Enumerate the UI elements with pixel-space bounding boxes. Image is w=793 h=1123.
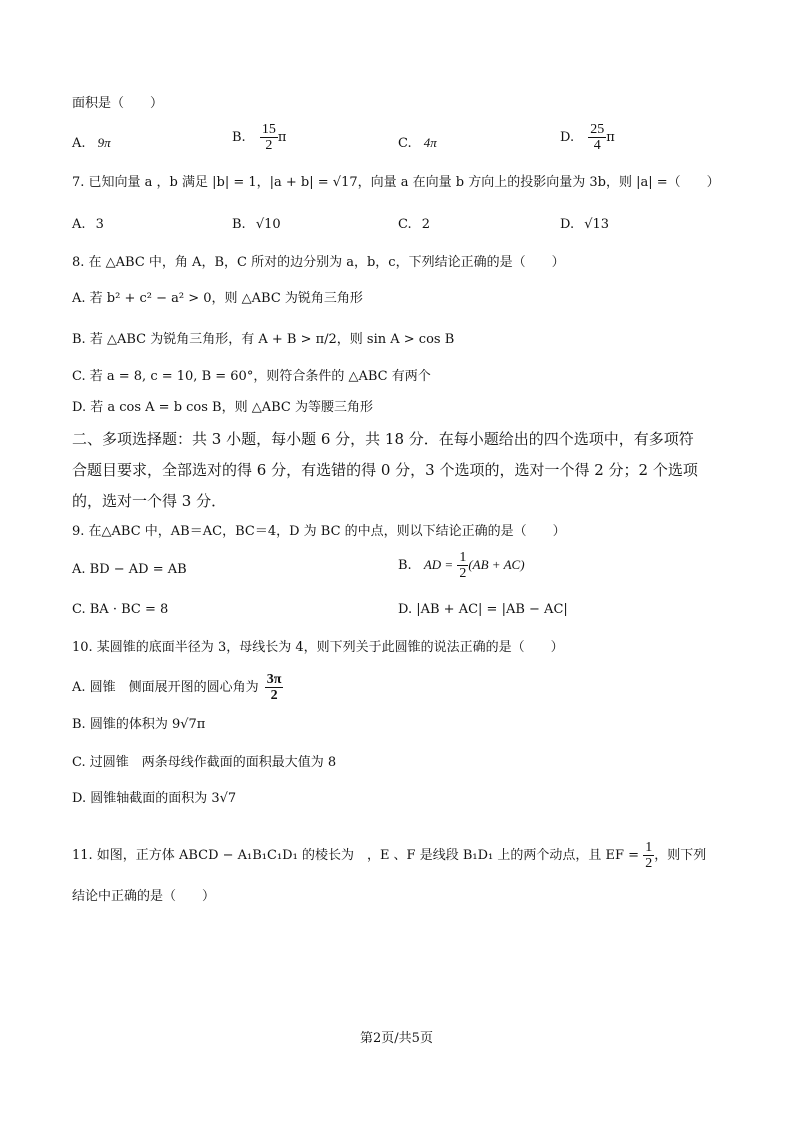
denominator: 2: [645, 856, 653, 871]
option-label: A.: [72, 136, 86, 151]
option-suffix: π: [277, 130, 287, 145]
option-label: D.: [560, 130, 575, 145]
denominator: 2: [270, 688, 278, 703]
section2-line2: 合题目要求，全部选对的得 6 分，有选错的得 0 分，3 个选项的，选对一个得 2 分；2 个选项: [72, 461, 698, 479]
numerator: 1: [459, 550, 467, 565]
q6-option-a[interactable]: [72, 134, 111, 153]
option-value: 9π: [97, 135, 111, 150]
q9-stem: 9. 在△ABC 中，AB＝AC，BC＝4，D 为 BC 的中点，则以下结论正确的是（ ）: [72, 524, 566, 539]
q7-option-d[interactable]: [560, 216, 609, 234]
option-suffix: π: [606, 130, 615, 145]
q11-stem-pre: 11. 如图，正方体 ABCD − A₁B₁C₁D₁ 的棱长为 ，E 、F 是线段 B₁D₁ 上的两个动点，且 EF =: [72, 848, 640, 863]
q11-stem-line2: 结论中正确的是（ ）: [72, 889, 216, 904]
q6-option-d[interactable]: [560, 122, 615, 153]
option-value: √13: [584, 217, 610, 232]
q8-option-c[interactable]: C. 若 a = 8, c = 10, B = 60°，则符合条件的 △ABC 有两个: [72, 369, 431, 384]
q7-option-b[interactable]: [232, 216, 281, 234]
q8-stem: 8. 在 △ABC 中，角 A，B，C 所对的边分别为 a，b，c，下列结论正确的是（ ）: [72, 255, 565, 270]
q6-option-b[interactable]: [232, 122, 286, 153]
vector-ad: AD =: [423, 557, 454, 572]
q7-option-a[interactable]: [72, 216, 104, 234]
denominator: 2: [459, 566, 467, 581]
q10-option-c[interactable]: C. 过圆锥 两条母线作截面的面积最大值为 8: [72, 755, 337, 770]
option-label: D.: [560, 217, 575, 232]
q8-option-a[interactable]: A. 若 b² + c² − a² > 0，则 △ABC 为锐角三角形: [72, 291, 363, 306]
q11-stem-post: ，则下列: [654, 848, 707, 863]
numerator: 3π: [266, 672, 282, 687]
q10-stem: 10. 某圆锥的底面半径为 3，母线长为 4，则下列关于此圆锥的说法正确的是（ ）: [72, 640, 564, 655]
option-value: 2: [421, 217, 431, 232]
fraction: [457, 550, 468, 581]
option-text: A. 圆锥 侧面展开图的圆心角为: [72, 680, 259, 695]
option-label: B.: [232, 130, 246, 145]
q7-option-c[interactable]: [398, 216, 430, 234]
fraction: [643, 840, 654, 871]
option-value: √10: [255, 217, 281, 232]
option-label: C.: [398, 217, 412, 232]
q10-option-a[interactable]: [72, 672, 283, 703]
denominator: 2: [265, 138, 273, 153]
option-value: 4π: [423, 135, 437, 150]
q9-option-c[interactable]: C. BA · BC = 8: [72, 602, 169, 617]
q11-stem: [72, 840, 706, 871]
option-label: B.: [232, 217, 246, 232]
q6-stem-tail: 面积是（ ）: [72, 96, 164, 111]
q10-option-d[interactable]: D. 圆锥轴截面的面积为 3√7: [72, 791, 237, 806]
numerator: 15: [261, 122, 276, 137]
q8-option-d[interactable]: D. 若 a cos A = b cos B，则 △ABC 为等腰三角形: [72, 400, 374, 415]
fraction: [265, 672, 284, 703]
option-label: C.: [398, 136, 412, 151]
q6-option-c[interactable]: [398, 134, 437, 153]
numerator: 1: [645, 840, 653, 855]
q9-option-d[interactable]: D. |AB + AC| = |AB − AC|: [398, 602, 568, 617]
denominator: 4: [593, 138, 601, 153]
q8-option-b[interactable]: B. 若 △ABC 为锐角三角形，有 A + B > π/2，则 sin A > cos B: [72, 332, 455, 347]
option-label: B.: [398, 558, 412, 573]
option-label: A.: [72, 217, 86, 232]
q9-option-a[interactable]: A. BD − AD = AB: [72, 562, 187, 577]
page-footer: 第2页/共5页: [360, 1031, 433, 1046]
numerator: 25: [590, 122, 605, 137]
fraction: [260, 122, 278, 153]
section2-line1: 二、多项选择题：共 3 小题，每小题 6 分，共 18 分．在每小题给出的四个选项中，有多项符: [72, 430, 694, 448]
q7-stem: 7. 已知向量 a ，b 满足 |b| = 1，|a + b| = √17，向量 a 在向量 b 方向上的投影向量为 3b，则 |a| =（ ）: [72, 175, 720, 190]
q9-option-b[interactable]: [398, 550, 525, 581]
fraction: [588, 122, 606, 153]
section2-line3: 的，选对一个得 3 分．: [72, 492, 227, 510]
vector-sum: (AB + AC): [468, 557, 525, 572]
option-value: 3: [95, 217, 104, 232]
q10-option-b[interactable]: B. 圆锥的体积为 9√7π: [72, 717, 206, 732]
